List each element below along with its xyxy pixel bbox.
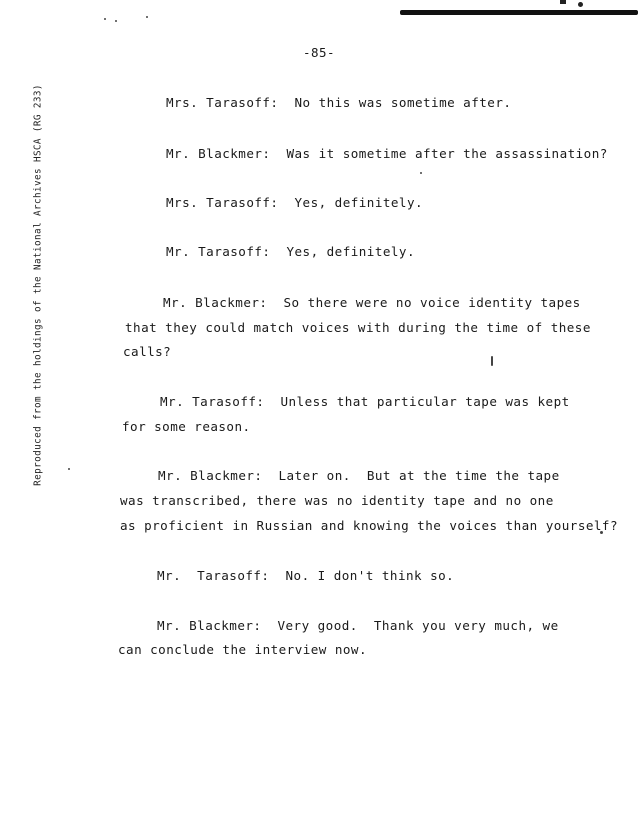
scan-speck <box>146 16 148 18</box>
transcript-line: can conclude the interview now. <box>118 642 367 657</box>
transcript-line: Mr. Blackmer: Later on. But at the time the tape <box>158 468 560 483</box>
transcript-line: Mr. Tarasoff: No. I don't think so. <box>157 568 455 583</box>
transcript-line: Mr. Blackmer: Very good. Thank you very much, we <box>157 618 559 633</box>
scan-speck <box>104 18 106 20</box>
transcript-line: Mrs. Tarasoff: Yes, definitely. <box>166 195 424 210</box>
scan-speck <box>491 356 493 366</box>
transcript-line: Mr. Tarasoff: Yes, definitely. <box>166 244 415 259</box>
scan-speck <box>115 20 117 22</box>
scan-speck <box>420 172 422 174</box>
transcript-line: for some reason. <box>122 419 251 434</box>
transcript-line: Mr. Blackmer: Was it sometime after the assassination? <box>166 146 608 161</box>
transcript-line: Mrs. Tarasoff: No this was sometime after. <box>166 95 512 110</box>
transcript-line: Mr. Tarasoff: Unless that particular tape was kept <box>160 394 570 409</box>
scan-speck <box>68 468 70 470</box>
scan-speck <box>578 2 583 7</box>
transcript-line: was transcribed, there was no identity tape and no one <box>120 493 554 508</box>
page-number: -85- <box>302 45 336 60</box>
transcript-line: as proficient in Russian and knowing the voices than yourself? <box>120 518 618 533</box>
transcript-line: Mr. Blackmer: So there were no voice identity tapes <box>163 295 581 310</box>
scan-edge-mark <box>400 10 638 15</box>
archive-stamp: Reproduced from the holdings of the National Archives HSCA (RG 233) <box>32 84 44 486</box>
scan-speck <box>560 0 566 4</box>
transcript-line: that they could match voices with during the time of these <box>125 320 591 335</box>
transcript-line: calls? <box>123 344 172 359</box>
